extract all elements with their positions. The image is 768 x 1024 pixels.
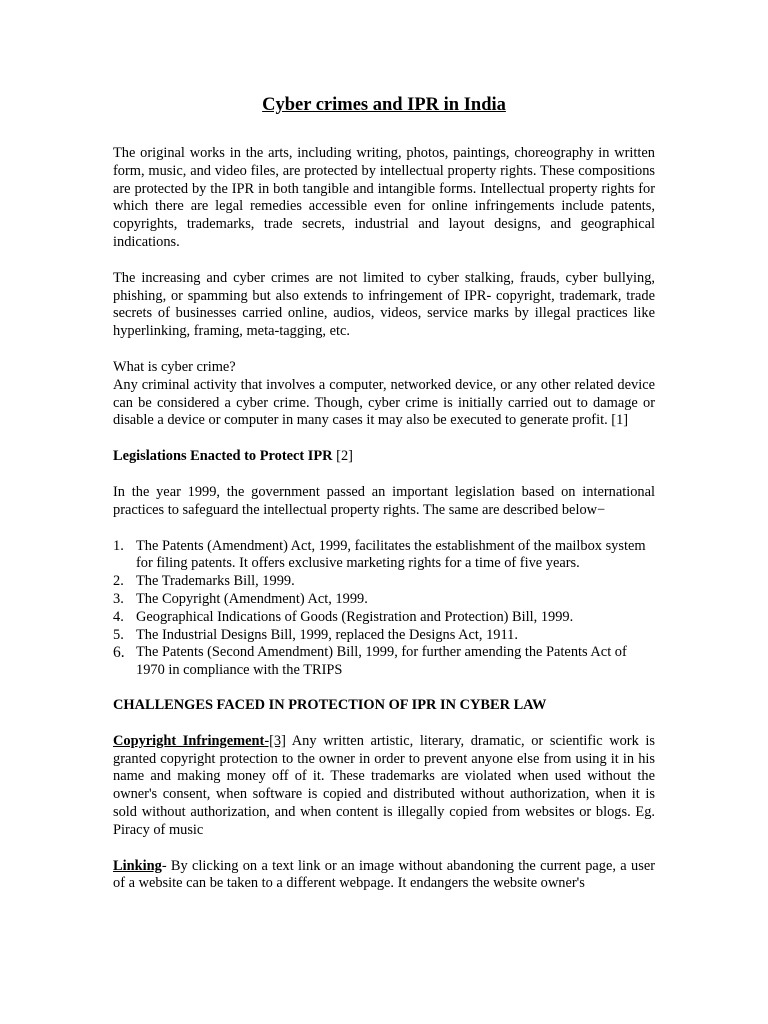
- copyright-term: Copyright Infringement: [113, 732, 265, 749]
- list-number: 1.: [113, 537, 124, 554]
- linking-paragraph: [113, 858, 655, 894]
- list-item: [113, 538, 655, 574]
- copyright-text: Any written artistic, literary, dramatic, or scientific work is granted copyright protection to the owner in order to prevent anyone else from using it in his name and making money off of it. These trademarks are violated when used without the owner's consent, when software is copied and distributed without authorization, when it is sold without authorization, and when content is illegally copied from websites or blogs. Eg. Piracy of music: [113, 732, 655, 838]
- list-item: [113, 644, 655, 680]
- legislation-heading-text: Legislations Enacted to Protect IPR: [113, 448, 333, 465]
- list-number: 3.: [113, 590, 124, 607]
- legislation-ref: [2]: [332, 448, 353, 465]
- list-number: 6.: [113, 644, 125, 662]
- challenges-heading: CHALLENGES FACED IN PROTECTION OF IPR IN CYBER LAW: [113, 696, 547, 713]
- list-item: [113, 627, 655, 645]
- cyber-crime-definition: Any criminal activity that involves a computer, networked device, or any other related device can be considered a cyber crime. Though, cyber crime is initially carried out to damage or disable a device or computer in many cases it may also be executed to generate profit. [1]: [113, 376, 655, 429]
- list-text: The Industrial Designs Bill, 1999, replaced the Designs Act, 1911.: [136, 626, 518, 643]
- list-text: Geographical Indications of Goods (Registration and Protection) Bill, 1999.: [136, 608, 574, 625]
- linking-term: Linking: [113, 857, 162, 874]
- list-text: The Patents (Second Amendment) Bill, 1999, for further amending the Patents Act of 1970 in compliance with the TRIPS: [136, 644, 627, 679]
- question-line: What is cyber crime?: [113, 358, 236, 375]
- list-number: 5.: [113, 626, 124, 643]
- list-number: 2.: [113, 573, 124, 590]
- list-item: [113, 591, 655, 609]
- legislation-list: [113, 538, 655, 680]
- document-title: Cyber crimes and IPR in India: [262, 95, 506, 115]
- list-text: The Trademarks Bill, 1999.: [136, 573, 295, 590]
- legislation-intro: In the year 1999, the government passed an important legislation based on international practices to safeguard the intellectual property rights. The same are described below−: [113, 483, 655, 518]
- list-item: [113, 573, 655, 591]
- cyber-crimes-paragraph: The increasing and cyber crimes are not limited to cyber stalking, frauds, cyber bullying, phishing, or spamming but also extends to infringement of IPR- copyright, trademark, trade secrets of businesses carried online, audios, videos, service marks by illegal practices like hyperlinking, framing, meta-tagging, etc.: [113, 269, 655, 340]
- linking-text: - By clicking on a text link or an image without abandoning the current page, a user of a website can be taken to a different webpage. It endangers the website owner's: [113, 857, 655, 892]
- copyright-ref: -[3]: [264, 732, 286, 749]
- copyright-paragraph: [113, 733, 655, 840]
- list-text: The Patents (Amendment) Act, 1999, facilitates the establishment of the mailbox system for filing patents. It offers exclusive marketing rights for a time of five years.: [136, 537, 646, 572]
- list-text: The Copyright (Amendment) Act, 1999.: [136, 590, 368, 607]
- list-item: [113, 609, 655, 627]
- list-number: 4.: [113, 608, 124, 625]
- intro-paragraph: The original works in the arts, including writing, photos, paintings, choreography in written form, music, and video files, are protected by intellectual property rights. These compositions are protected by the IPR in both tangible and intangible forms. Intellectual property rights for which there are legal remedies accessible even for online infringements include patents, copyrights, trademarks, trade secrets, industrial and layout designs, and geographical indications.: [113, 145, 655, 250]
- legislation-heading: [113, 448, 655, 466]
